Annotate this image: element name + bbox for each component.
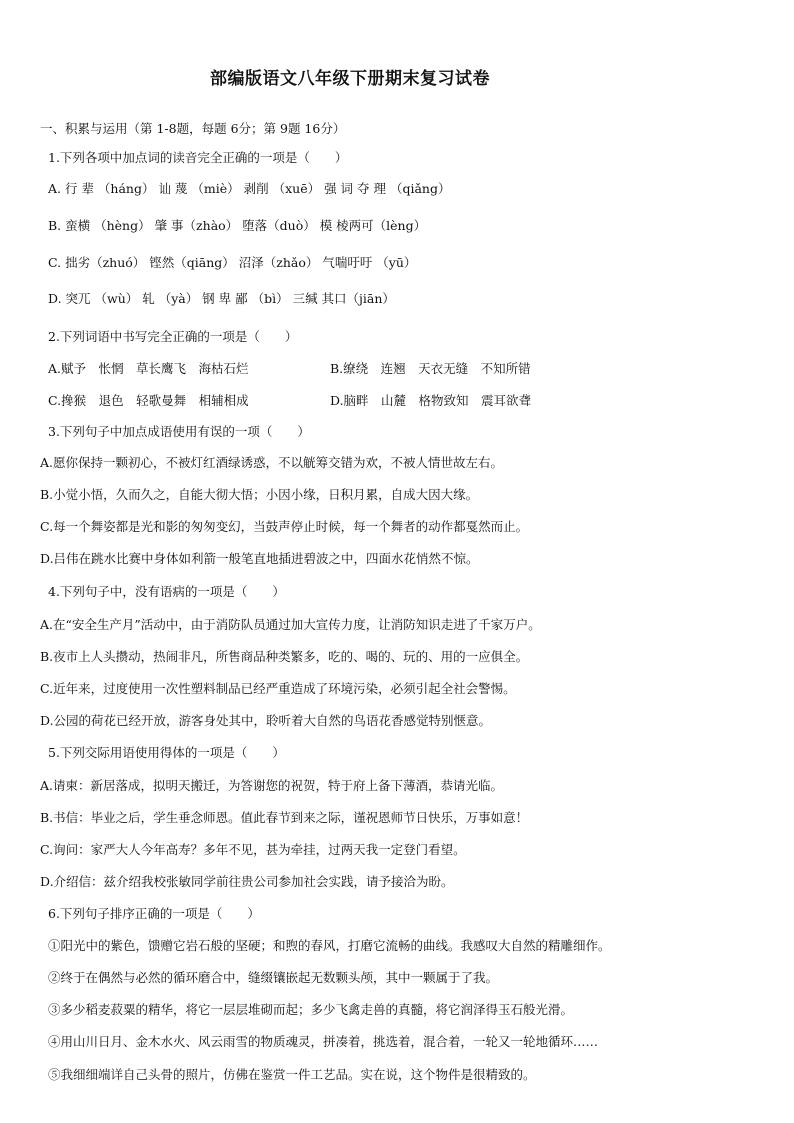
q2-option-d: D.脑畔 山麓 格物致知 震耳欲聋 <box>330 393 532 408</box>
q4-option-a: A.在“安全生产月”活动中，由于消防队员通过加大宣传力度，让消防知识走进了千家万户。 <box>40 617 541 632</box>
q6-stem: 6.下列句子排序正确的一项是（ ） <box>48 906 260 921</box>
q5-option-c: C.询问：家严大人今年高寿？多年不见，甚为牵挂，过两天我一定登门看望。 <box>40 842 466 857</box>
q3-stem: 3.下列句子中加点成语使用有误的一项（ ） <box>48 424 310 439</box>
section-heading: 一、积累与运用（第 1-8题，每题 6分；第 9题 16分） <box>40 121 346 136</box>
q4-stem: 4.下列句子中，没有语病的一项是（ ） <box>48 584 285 599</box>
q3-option-d: D.吕伟在跳水比赛中身体如利箭一般笔直地插进碧波之中，四面水花悄然不惊。 <box>40 551 479 566</box>
q2-option-b: B.缭绕 连翘 天衣无缝 不知所错 <box>330 361 531 376</box>
q4-option-d: D.公园的荷花已经开放，游客身处其中，聆听着大自然的鸟语花香感觉特别惬意。 <box>40 713 492 728</box>
q6-sentence-3: ③多少稻麦菽粟的精华，将它一层层堆砌而起；多少飞禽走兽的真髓，将它润泽得玉石般光滑。 <box>48 1002 574 1017</box>
q5-option-d: D.介绍信：兹介绍我校张敏同学前往贵公司参加社会实践，请予接洽为盼。 <box>40 874 454 889</box>
q6-sentence-2: ②终于在偶然与必然的循环磨合中，缝缀镶嵌起无数颗头颅，其中一颗属于了我。 <box>48 970 499 985</box>
q3-option-b: B.小觉小悟，久而久之，自能大彻大悟；小因小缘，日积月累，自成大因大缘。 <box>40 487 479 502</box>
q6-sentence-5: ⑤我细细端详自己头骨的照片，仿佛在鉴赏一件工艺品。实在说，这个物件是很精致的。 <box>48 1067 536 1082</box>
q3-option-c: C.每一个舞姿都是光和影的匆匆变幻，当鼓声停止时候，每一个舞者的动作都戛然而止。 <box>40 519 529 534</box>
q1-option-a: A. 行 辈 （háng） 讪 蔑 （miè） 剥削 （xuē） 强 词 夺 理 （qiǎng） <box>48 181 451 196</box>
q2-option-a: A.赋予 怅惘 草长鹰飞 海枯石烂 <box>48 361 249 376</box>
q2-option-c: C.搀猴 退色 轻歌曼舞 相辅相成 <box>48 393 249 408</box>
q6-sentence-1: ①阳光中的紫色，馈赠它岩石般的坚硬；和煦的春风，打磨它流畅的曲线。我感叹大自然的精雕细作。 <box>48 938 611 953</box>
q1-stem: 1.下列各项中加点词的读音完全正确的一项是（ ） <box>48 150 348 165</box>
q4-option-b: B.夜市上人头攒动，热闹非凡，所售商品种类繁多，吃的、喝的、玩的、用的一应俱全。 <box>40 649 529 664</box>
q1-option-d: D. 突兀 （wù） 轧 （yà） 钢 卑 鄙 （bì） 三缄 其口（jiān） <box>48 291 395 306</box>
q6-sentence-4: ④用山川日月、金木水火、风云雨雪的物质魂灵，拼凑着，挑选着，混合着，一轮又一轮地循环…… <box>48 1034 599 1049</box>
q5-option-a: A.请柬：新居落成，拟明天搬迁，为答谢您的祝贺，特于府上备下薄酒，恭请光临。 <box>40 778 504 793</box>
q1-option-c: C. 拙劣（zhuó） 铿然（qiāng） 沼泽（zhǎo） 气喘吁吁 （yū） <box>48 255 417 270</box>
q3-option-a: A.愿你保持一颗初心，不被灯红酒绿诱惑，不以觥筹交错为欢，不被人情世故左右。 <box>40 455 504 470</box>
page-title: 部编版语文八年级下册期末复习试卷 <box>210 69 490 89</box>
q5-option-b: B.书信：毕业之后，学生垂念师恩。值此春节到来之际，谨祝恩师节日快乐，万事如意！ <box>40 810 529 825</box>
q1-option-b: B. 蛮横 （hèng） 肇 事（zhào） 堕落（duò） 模 棱两可（lèng） <box>48 218 427 233</box>
q5-stem: 5.下列交际用语使用得体的一项是（ ） <box>48 745 285 760</box>
q2-stem: 2.下列词语中书写完全正确的一项是（ ） <box>48 329 298 344</box>
q4-option-c: C.近年来，过度使用一次性塑料制品已经严重造成了环境污染，必须引起全社会警惕。 <box>40 681 516 696</box>
